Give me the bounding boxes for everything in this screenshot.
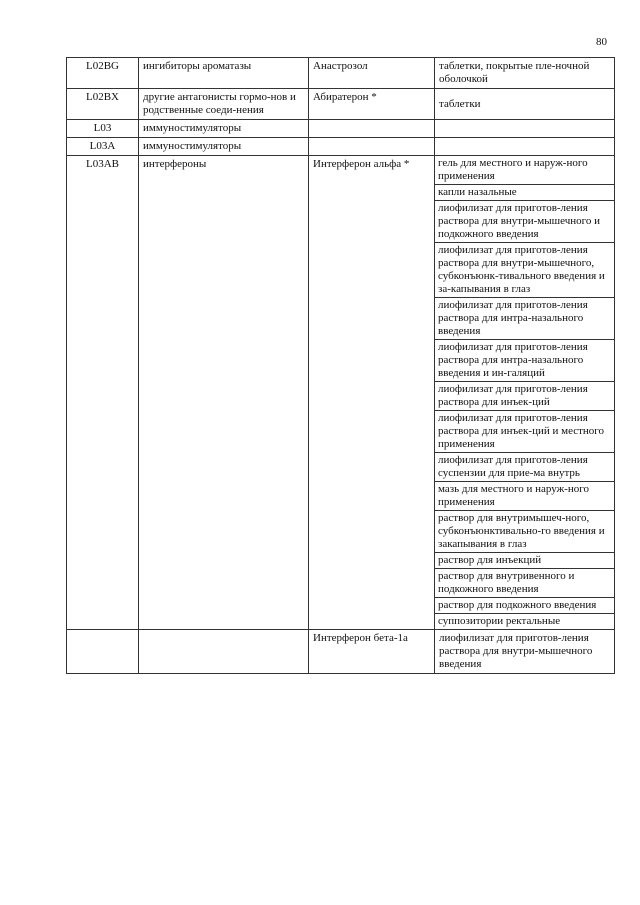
group-name: интерфероны	[139, 156, 309, 630]
atc-code	[67, 630, 139, 674]
drug-table-body	[67, 58, 615, 674]
group-name: иммуностимуляторы	[139, 138, 309, 156]
drug-name	[309, 120, 435, 138]
dosage-form	[435, 138, 615, 156]
atc-code: L02BX	[67, 89, 139, 120]
dosage-form: лиофилизат для приготов-ления раствора для внутри-мышечного введения	[435, 630, 615, 674]
table-row	[67, 120, 615, 138]
dosage-form: лиофилизат для приготов-ления раствора для инъек-ций и местного применения	[435, 411, 614, 453]
dosage-form: лиофилизат для приготов-ления раствора для внутри-мышечного, субконъюнк-тивального введения и за-капывания в глаз	[435, 243, 614, 298]
group-name: другие антагонисты гормо-нов и родственные соеди-нения	[139, 89, 309, 120]
dosage-form: раствор для внутримышеч-ного, субконъюнктивально-го введения и закапывания в глаз	[435, 511, 614, 553]
drug-name: Абиратерон *	[309, 89, 435, 120]
atc-code: L03A	[67, 138, 139, 156]
group-name: иммуностимуляторы	[139, 120, 309, 138]
dosage-forms-list	[435, 156, 614, 629]
atc-code: L03	[67, 120, 139, 138]
table-row	[67, 156, 615, 630]
page-number: 80	[596, 36, 607, 48]
group-name: ингибиторы ароматазы	[139, 58, 309, 89]
dosage-form: лиофилизат для приготов-ления раствора для интра-назального введения и ин-галяций	[435, 340, 614, 382]
atc-code: L02BG	[67, 58, 139, 89]
dosage-form: раствор для инъекций	[435, 553, 614, 569]
dosage-form: лиофилизат для приготов-ления раствора для инъек-ций	[435, 382, 614, 411]
dosage-form: капли назальные	[435, 185, 614, 201]
drug-name: Интерферон альфа *	[309, 156, 435, 630]
group-name	[139, 630, 309, 674]
dosage-form: мазь для местного и наруж-ного применения	[435, 482, 614, 511]
dosage-forms-cell	[435, 156, 615, 630]
table-row	[67, 58, 615, 89]
table-row	[67, 138, 615, 156]
dosage-form: таблетки, покрытые пле-ночной оболочкой	[435, 58, 615, 89]
dosage-form: раствор для внутривенного и подкожного введения	[435, 569, 614, 598]
drug-name	[309, 138, 435, 156]
table-row	[67, 89, 615, 120]
dosage-form: раствор для подкожного введения	[435, 598, 614, 614]
dosage-form: суппозитории ректальные	[438, 615, 561, 627]
dosage-form: лиофилизат для приготов-ления суспензии для прие-ма внутрь	[435, 453, 614, 482]
drug-table	[66, 57, 615, 674]
drug-name: Анастрозол	[309, 58, 435, 89]
dosage-form	[435, 120, 615, 138]
table-row	[67, 630, 615, 674]
dosage-form: гель для местного и наруж-ного применения	[435, 156, 614, 185]
atc-code: L03AB	[67, 156, 139, 630]
dosage-form: лиофилизат для приготов-ления раствора для внутри-мышечного и подкожного введения	[435, 201, 614, 243]
drug-name: Интерферон бета-1а	[309, 630, 435, 674]
dosage-form: лиофилизат для приготов-ления раствора для интра-назального введения	[435, 298, 614, 340]
dosage-form: таблетки	[435, 89, 615, 120]
